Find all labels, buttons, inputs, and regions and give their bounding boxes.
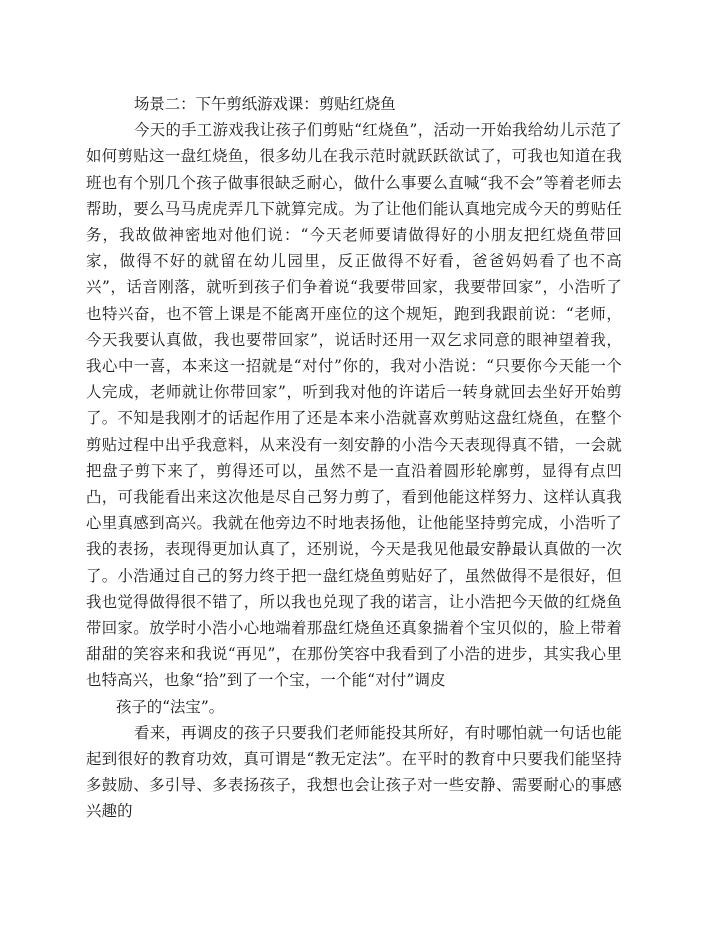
document-body xyxy=(86,91,622,825)
main-paragraph: 今天的手工游戏我让孩子们剪贴“红烧鱼”，活动一开始我给幼儿示范了如何剪贴这一盘红烧鱼，很多幼儿在我示范时就跃跃欲试了，可我也知道在我班也有个别几个孩子做事很缺乏耐心，做什么事要么直喊“我不会”等着老师去帮助，要么马马虎虎弄几下就算完成。为了让他们能认真地完成今天的剪贴任务，我故做神密地对他们说：“今天老师要请做得好的小朋友把红烧鱼带回家，做得不好的就留在幼儿园里，反正做得不好看，爸爸妈妈看了也不高兴”，话音刚落，就听到孩子们争着说“我要带回家，我要带回家”，小浩听了也特兴奋，也不管上课是不能离开座位的这个规矩，跑到我跟前说：“老师，今天我要认真做，我也要带回家”，说话时还用一双乞求同意的眼神望着我，我心中一喜，本来这一招就是“对付”你的，我对小浩说：“只要你今天能一个人完成，老师就让你带回家”，听到我对他的许诺后一转身就回去坐好开始剪了。不知是我刚才的话起作用了还是本来小浩就喜欢剪贴这盘红烧鱼，在整个剪贴过程中出乎我意料，从来没有一刻安静的小浩今天表现得真不错，一会就把盘子剪下来了，剪得还可以，虽然不是一直沿着圆形轮廓剪，显得有点凹凸，可我能看出来这次他是尽自己努力剪了，看到他能这样努力、这样认真我心里真感到高兴。我就在他旁边不时地表扬他，让他能坚持剪完成，小浩听了我的表扬，表现得更加认真了，还别说，今天是我见他最安静最认真做的一次了。小浩通过自己的努力终于把一盘红烧鱼剪贴好了，虽然做得不是很好，但我也觉得做得很不错了，所以我也兑现了我的诺言，让小浩把今天做的红烧鱼带回家。放学时小浩小心地端着那盘红烧鱼还真象揣着个宝贝似的，脸上带着甜甜的笑容来和我说“再见”，在那份笑容中我看到了小浩的进步，其实我心里也特高兴，也象“拾”到了一个宝，一个能“对付”调皮 xyxy=(86,121,622,690)
closing-paragraph: 看来，再调皮的孩子只要我们老师能投其所好，有时哪怕就一句话也能起到很好的教育功效，真可谓是“教无定法”。在平时的教育中只要我们能坚持多鼓励、多引导、多表扬孩子，我想也会让孩子对一些安静、需要耐心的事感兴趣的 xyxy=(86,723,622,821)
continuation-line: 孩子的“法宝”。 xyxy=(116,697,225,716)
scene-heading: 场景二：下午剪纸游戏课：剪贴红烧鱼 xyxy=(134,95,396,113)
